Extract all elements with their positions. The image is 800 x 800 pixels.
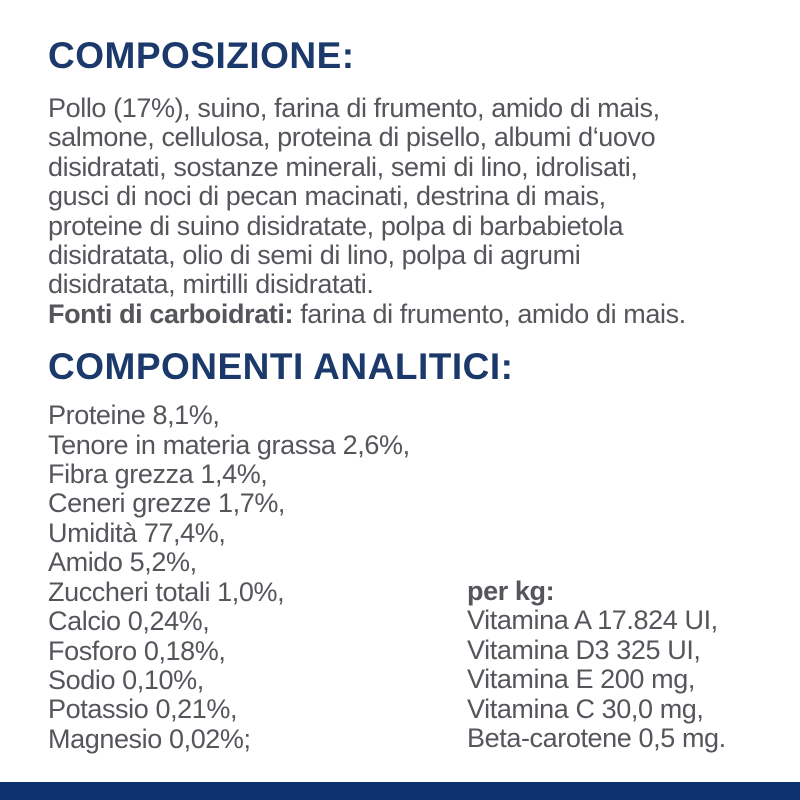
carb-sources-line bbox=[48, 300, 764, 329]
analytical-item: Fosforo 0,18%, bbox=[48, 635, 226, 666]
bottom-accent-bar bbox=[0, 782, 800, 800]
composition-line: salmone, cellulosa, proteina di pisello, albumi d‘uovo bbox=[48, 122, 656, 153]
analytical-item: Calcio 0,24%, bbox=[48, 606, 210, 637]
vitamin-item: Vitamina D3 325 UI, bbox=[467, 634, 701, 665]
composition-line: Pollo (17%), suino, farina di frumento, amido di mais, bbox=[48, 93, 660, 123]
carb-sources-label: Fonti di carboidrati: bbox=[48, 298, 294, 329]
analytical-item: Zuccheri totali 1,0%, bbox=[48, 576, 285, 607]
composition-heading: COMPOSIZIONE: bbox=[48, 35, 355, 76]
composition-line: disidratata, mirtilli disidratati. bbox=[48, 269, 374, 300]
analytical-heading: COMPONENTI ANALITICI: bbox=[48, 346, 514, 388]
analytical-item: Magnesio 0,02%; bbox=[48, 723, 251, 754]
vitamin-item: Vitamina A 17.824 UI, bbox=[467, 605, 718, 636]
analytical-item: Fibra grezza 1,4%, bbox=[48, 459, 268, 490]
analytical-item: Umidità 77,4%, bbox=[48, 517, 226, 548]
per-kg-column bbox=[467, 577, 726, 753]
composition-line: disidratati, sostanze minerali, semi di lino, idrolisati, bbox=[48, 151, 638, 182]
composition-line: proteine di suino disidratate, polpa di barbabietola bbox=[48, 210, 624, 241]
composition-paragraph bbox=[48, 94, 764, 329]
composition-line: gusci di noci di pecan macinati, destrina di mais, bbox=[48, 181, 606, 212]
analytical-item: Amido 5,2%, bbox=[48, 547, 197, 578]
analytical-item: Proteine 8,1%, bbox=[48, 400, 220, 431]
vitamin-item: Vitamina E 200 mg, bbox=[467, 664, 695, 695]
carb-sources-value: farina di frumento, amido di mais. bbox=[293, 298, 686, 329]
per-kg-heading: per kg: bbox=[467, 576, 555, 606]
analytical-item: Sodio 0,10%, bbox=[48, 664, 204, 695]
analytical-item: Ceneri grezze 1,7%, bbox=[48, 488, 286, 519]
vitamin-item: Vitamina C 30,0 mg, bbox=[467, 693, 704, 724]
vitamin-item: Beta-carotene 0,5 mg. bbox=[467, 723, 726, 754]
composition-line: disidratata, olio di semi di lino, polpa di agrumi bbox=[48, 240, 581, 271]
analytical-item: Potassio 0,21%, bbox=[48, 694, 238, 725]
analytical-item: Tenore in materia grassa 2,6%, bbox=[48, 429, 410, 460]
